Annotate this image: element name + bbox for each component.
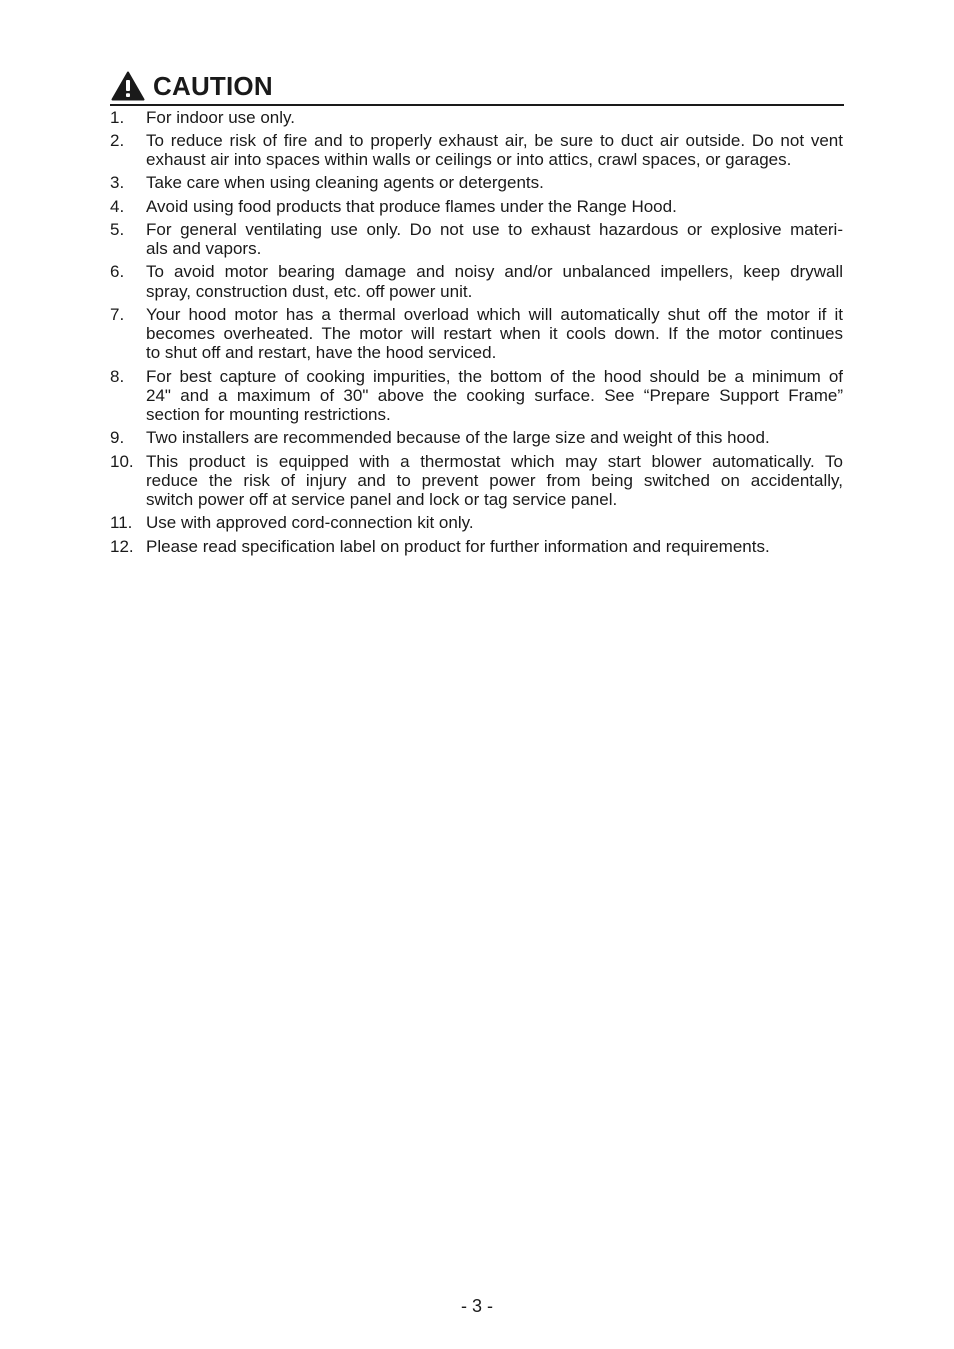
item-text-line: Avoid using food products that produce flames under the Range Hood. <box>146 197 677 216</box>
item-number: 4. <box>110 197 125 216</box>
item-number: 12. <box>110 537 134 556</box>
page-number: - 3 - <box>460 1296 493 1316</box>
item-number: 10. <box>110 452 134 471</box>
caution-title: CAUTION <box>153 71 273 101</box>
item-text-line: To reduce risk of fire and to properly exhaust air, be sure to duct air outside. Do not vent <box>146 131 843 150</box>
item-text-line: For indoor use only. <box>146 108 295 127</box>
item-number: 11. <box>110 513 133 532</box>
item-text-line: section for mounting restrictions. <box>146 405 391 424</box>
item-number: 9. <box>110 428 125 447</box>
item-text-line: Use with approved cord-connection kit only. <box>146 513 474 532</box>
item-text-line: becomes overheated. The motor will restart when it cools down. If the motor continues <box>146 324 843 343</box>
item-text-line: reduce the risk of injury and to prevent power from being switched on accidentally, <box>146 471 843 490</box>
item-text-line: Two installers are recommended because of the large size and weight of this hood. <box>146 428 770 447</box>
item-number: 1. <box>110 108 125 127</box>
item-text-line: spray, construction dust, etc. off power unit. <box>146 282 473 301</box>
item-text-line: exhaust air into spaces within walls or ceilings or into attics, crawl spaces, or garages. <box>146 150 792 169</box>
item-text-line: Please read specification label on product for further information and requirements. <box>146 537 770 556</box>
item-number: 6. <box>110 262 125 281</box>
caution-heading <box>110 68 844 106</box>
item-text-line: Take care when using cleaning agents or detergents. <box>146 173 544 192</box>
item-number: 8. <box>110 367 125 386</box>
item-text-line: als and vapors. <box>146 239 262 258</box>
item-text-line: to shut off and restart, have the hood serviced. <box>146 343 497 362</box>
item-number: 3. <box>110 173 125 192</box>
item-text-line: For general ventilating use only. Do not use to exhaust hazardous or explosive materi- <box>146 220 843 239</box>
item-text-line: 24" and a maximum of 30" above the cooking surface. See “Prepare Support Frame” <box>146 386 843 405</box>
item-text-line: This product is equipped with a thermostat which may start blower automatically. To <box>146 452 843 471</box>
item-number: 5. <box>110 220 125 239</box>
item-text-line: For best capture of cooking impurities, the bottom of the hood should be a minimum of <box>146 367 843 386</box>
item-number: 2. <box>110 131 125 150</box>
item-text-line: To avoid motor bearing damage and noisy and/or unbalanced impellers, keep drywall <box>146 262 843 281</box>
item-number: 7. <box>110 305 125 324</box>
item-text-line: Your hood motor has a thermal overload which will automatically shut off the motor if it <box>146 305 843 324</box>
item-text-line: switch power off at service panel and lock or tag service panel. <box>146 490 618 509</box>
warning-icon <box>111 71 145 101</box>
